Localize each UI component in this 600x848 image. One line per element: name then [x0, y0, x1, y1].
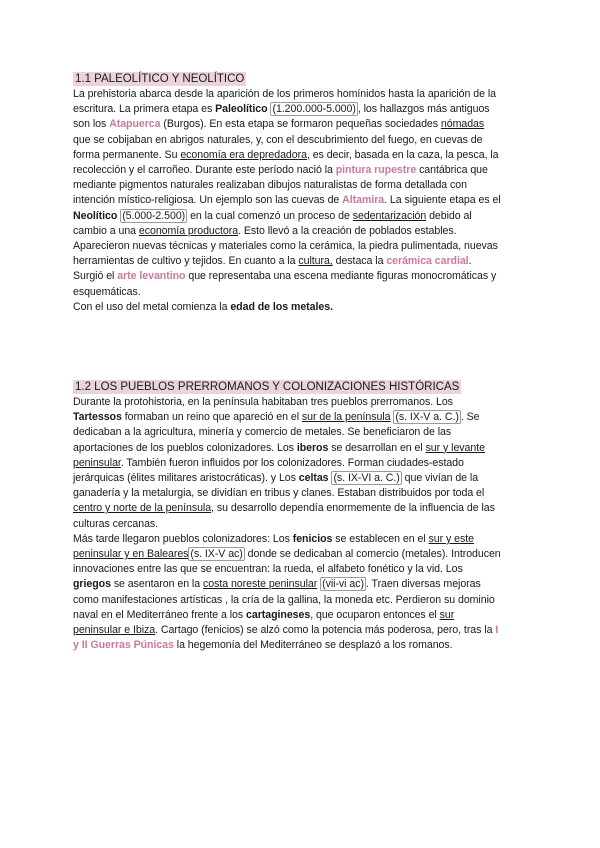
text-run: donde se dedicaban al comercio (metales). Introducen — [244, 548, 501, 560]
bold-term: Neolítico — [73, 209, 118, 222]
text-run: . La siguiente etapa es el — [384, 194, 501, 207]
boxed-date: (1.200.000-5.000) — [272, 103, 356, 116]
s2-line — [73, 532, 474, 547]
s2-line — [73, 486, 484, 501]
bold-term: Tartessos — [73, 411, 122, 424]
underlined-term: sur — [439, 608, 455, 621]
s2-line — [73, 395, 453, 410]
underlined-term: economía productora — [138, 224, 239, 237]
text-run: son los — [73, 118, 110, 131]
underlined-term: sur y este — [428, 532, 474, 545]
text-run: . Esto llevó a la creación de poblados estables. — [238, 224, 457, 237]
bold-term: edad de los metales. — [230, 300, 333, 313]
bold-term: celtas — [298, 472, 329, 484]
s1-line — [73, 148, 499, 163]
underlined-term: nómadas — [440, 118, 485, 131]
text-run: escritura. La primera etapa es — [73, 103, 216, 116]
s2-line — [73, 608, 454, 623]
s2-line — [73, 623, 498, 638]
highlighted-term: I — [495, 624, 499, 636]
text-run: formaban un reino que apareció en el — [121, 411, 302, 424]
highlighted-term: Atapuerca — [109, 118, 161, 131]
highlighted-term: cerámica cardial — [386, 255, 469, 268]
text-run: mediante pigmentos naturales realizaban dibujos naturalistas de forma detallada con — [73, 179, 467, 192]
text-run: que se cobijaban en abrigos naturales, y, con el descubrimiento del fuego, en cuevas de — [73, 133, 483, 146]
underlined-term: costa noreste peninsular — [202, 578, 318, 591]
s1-line — [73, 285, 141, 300]
s2-line — [73, 410, 479, 425]
boxed-date: (vii-vi ac) — [322, 578, 364, 591]
text-run: que representaba una escena mediante figuras monocromáticas y — [185, 270, 497, 283]
text-run: Aparecieron nuevas técnicas y materiales como la cerámica, la piedra pulimentada, nuevas — [73, 240, 498, 252]
s2-line — [73, 547, 501, 562]
text-run: culturas cercanas. — [73, 517, 159, 530]
text-run: . — [468, 255, 472, 268]
text-run: cantábrica que — [416, 164, 488, 176]
s1-line — [73, 133, 482, 148]
section-1-heading: 1.1 PALEOLÍTICO Y NEOLÍTICO — [75, 73, 245, 85]
text-run: Durante la protohistoria, en la península habitaban tres pueblos prerromanos. Los — [73, 396, 453, 408]
text-run: forma permanente. Su — [73, 148, 181, 161]
highlighted-term: Altamira — [342, 194, 385, 207]
text-run: . También fueron influidos por los colonizadores. Forman ciudades-estado — [120, 456, 464, 469]
text-run: se asentaron en la — [110, 578, 203, 591]
s2-line — [73, 517, 158, 532]
section-2-heading: 1.2 LOS PUEBLOS PRERROMANOS Y COLONIZACIONES HISTÓRICAS — [75, 381, 460, 393]
underlined-term: sur y levante — [425, 441, 485, 454]
text-run: , su desarrollo dependía enormemente de la influencia de las — [211, 502, 495, 515]
text-run: esquemáticas. — [73, 285, 141, 298]
boxed-date: (s. IX-VI a. C.) — [333, 472, 400, 484]
bold-term: cartagineses — [246, 608, 311, 621]
text-run: debido al — [426, 209, 472, 222]
s1-line — [73, 178, 467, 193]
underlined-term: cultura, — [298, 255, 333, 268]
text-run: que vivían de la — [401, 472, 479, 484]
s1-line — [73, 193, 501, 208]
underlined-term: peninsular e Ibiza — [73, 624, 156, 636]
text-run: naval en el Mediterráneo frente a los — [73, 608, 247, 621]
s1-line — [73, 269, 496, 284]
text-run: innovaciones entre las que se encuentran: la rueda, el alfabeto fonético y la vid. Los — [73, 563, 463, 576]
s2-line — [73, 577, 481, 592]
s2-line — [73, 456, 464, 471]
highlighted-term: y II Guerras Púnicas — [73, 639, 174, 652]
s1-line — [73, 254, 471, 269]
s2-line — [73, 441, 485, 456]
s1-line — [73, 163, 488, 178]
bold-term: Paleolítico — [215, 103, 268, 116]
text-run: Surgió el — [73, 270, 118, 283]
underlined-term: sedentarización — [352, 209, 427, 222]
text-run: . Traen diversas mejoras — [365, 578, 481, 591]
text-run: se desarrollan en el — [328, 441, 426, 454]
underlined-term: centro y norte de la península — [73, 502, 212, 515]
s2-line — [73, 425, 451, 440]
s2-line — [73, 501, 495, 516]
text-run: (Burgos). En esta etapa se formaron pequeñas sociedades — [160, 118, 441, 131]
text-run: se establecen en el — [332, 532, 429, 545]
text-run: Con el uso del metal comienza la — [73, 300, 231, 313]
boxed-date: (s. IX-V ac) — [190, 548, 243, 560]
text-run: herramientas de cultivo y tejidos. En cuanto a la — [73, 255, 299, 268]
boxed-date: (s. IX-V a. C.) — [395, 411, 459, 424]
s1-line — [73, 224, 457, 239]
s2-line — [73, 593, 495, 608]
s1-line — [73, 102, 490, 117]
s1-line — [73, 239, 498, 254]
s2-line — [73, 638, 453, 653]
s1-line — [73, 87, 496, 102]
s1-line — [73, 117, 484, 132]
text-run: . Se — [460, 411, 480, 424]
text-run: Más tarde llegaron pueblos colonizadores: Los — [73, 532, 293, 545]
text-run: cambio a una — [73, 224, 139, 237]
text-run: La prehistoria abarca desde la aparición de los primeros homínidos hasta la aparición de la — [73, 88, 496, 100]
text-run: intención místico-religiosa. Un ejemplo son las cuevas de — [73, 194, 343, 207]
text-run: ganadería y la metalurgia, se dividían en tribus y clanes. Estaban distribuidos por toda el — [73, 487, 485, 500]
bold-term: iberos — [296, 441, 329, 454]
text-run: como manifestaciones artísticas , la cría de la gallina, la moneda etc. Perdieron su dominio — [73, 593, 495, 606]
boxed-date: (5.000-2.500) — [122, 209, 186, 222]
text-run: en la cual comenzó un proceso de — [187, 209, 353, 222]
highlighted-term: arte levantino — [117, 270, 186, 283]
text-run: recolección y el carroñeo. Durante este período nació la — [73, 164, 336, 176]
text-run: dedicaban a la agricultura, minería y comercio de metales. Se beneficiaron de las — [73, 426, 452, 439]
underlined-term: peninsular y en Baleares — [73, 548, 189, 560]
s2-line — [73, 562, 463, 577]
text-run: es decir, basada en la caza, la pesca, la — [309, 148, 499, 161]
underlined-term: economía era depredadora, — [180, 148, 310, 161]
text-run: destaca la — [332, 255, 387, 268]
s1-line — [73, 209, 472, 224]
text-run: , que ocuparon entonces el — [310, 608, 440, 621]
text-run: aportaciones de los pueblos colonizadores. Los — [73, 441, 297, 454]
highlighted-term: pintura rupestre — [335, 164, 417, 176]
s2-line — [73, 471, 478, 486]
underlined-term: peninsular — [73, 456, 121, 469]
text-run: , los hallazgos más antiguos — [357, 103, 490, 116]
text-run: jerárquicas (élites militares aristocráticas). y Los — [73, 472, 299, 484]
underlined-term: sur de la península — [301, 411, 391, 424]
text-run: . Cartago (fenicios) se alzó como la potencia más poderosa, pero, tras la — [155, 624, 496, 636]
text-run: la hegemonía del Mediterráneo se desplazó a los romanos. — [173, 639, 453, 652]
bold-term: griegos — [73, 578, 111, 591]
s1-line — [73, 300, 333, 315]
bold-term: fenicios — [292, 532, 333, 545]
